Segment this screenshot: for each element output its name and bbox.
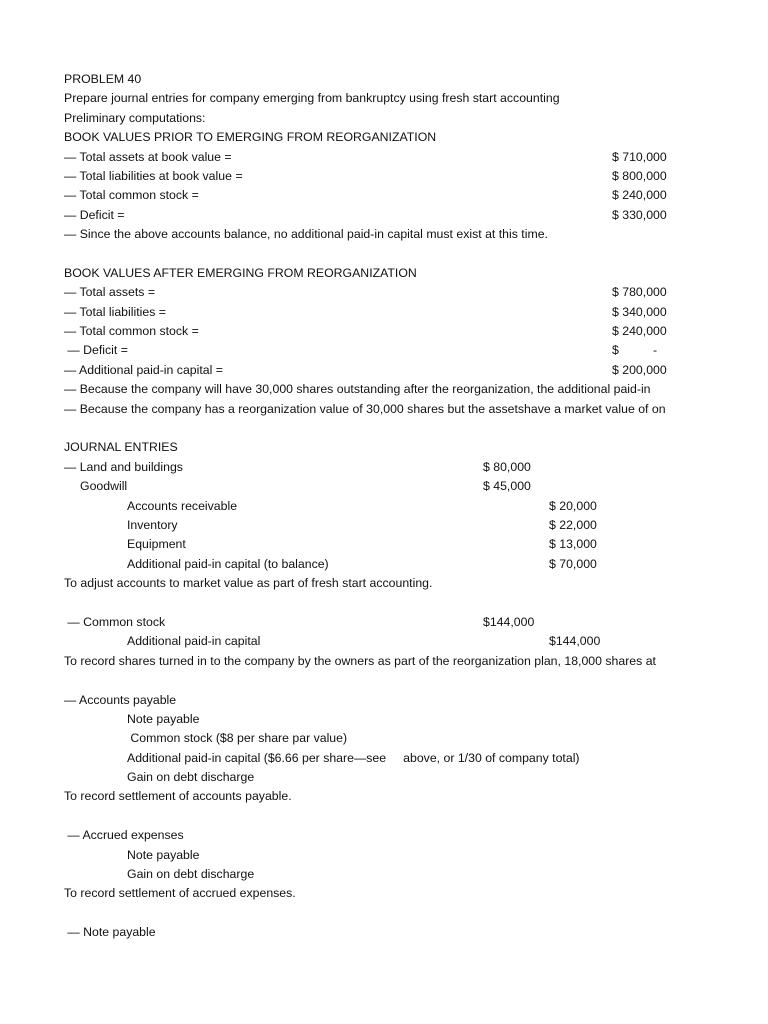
after-heading: BOOK VALUES AFTER EMERGING FROM REORGANIZATION <box>64 265 417 280</box>
journal-debit-line: — Accrued expenses <box>64 828 184 843</box>
prior-item: — Total common stock = $ 240,000 <box>64 186 673 205</box>
credit-amount: $ 70,000 <box>549 556 597 571</box>
journal-credit-line: Accounts receivable $ 20,000 <box>64 497 673 516</box>
blank-line <box>64 419 673 438</box>
journal-credit-line: Additional paid-in capital $144,000 <box>64 632 673 651</box>
journal-credit-line: Equipment $ 13,000 <box>64 535 673 554</box>
after-note: — Because the company will have 30,000 shares outstanding after the reorganization, the additional paid-in <box>64 382 651 397</box>
blank-line <box>64 245 673 264</box>
prior-item: — Total liabilities at book value = $ 800,000 <box>64 167 673 186</box>
debit-amount: $ 80,000 <box>483 459 531 474</box>
after-item: — Additional paid-in capital = $ 200,000 <box>64 361 673 380</box>
debit-amount: $144,000 <box>483 614 535 629</box>
journal-debit-line: — Accounts payable <box>64 692 177 707</box>
journal-credit-line: Additional paid-in capital (to balance) $ 70,000 <box>64 555 673 574</box>
amount: $ 240,000 <box>612 188 667 203</box>
after-item: — Total assets = $ 780,000 <box>64 283 673 302</box>
journal-memo: To record shares turned in to the company by the owners as part of the reorganization plan, 18,000 shares at <box>64 653 656 668</box>
prior-item: — Total assets at book value = $ 710,000 <box>64 148 673 167</box>
journal-debit-line: — Land and buildings $ 80,000 <box>64 458 673 477</box>
journal-credit-line: Additional paid-in capital ($6.66 per share—see above, or 1/30 of company total) <box>127 750 580 765</box>
after-item: — Total liabilities = $ 340,000 <box>64 303 673 322</box>
after-item: — Total common stock = $ 240,000 <box>64 322 673 341</box>
journal-credit-line: Note payable <box>127 847 200 862</box>
blank-line <box>64 807 673 826</box>
journal-debit-line: Goodwill $ 45,000 <box>64 477 673 496</box>
journal-heading: JOURNAL ENTRIES <box>64 440 178 455</box>
problem-title: PROBLEM 40 <box>64 72 142 86</box>
amount: $ 340,000 <box>612 304 667 319</box>
debit-amount: $ 45,000 <box>483 479 531 494</box>
amount: $ 800,000 <box>612 168 667 183</box>
prior-note: — Since the above accounts balance, no additional paid-in capital must exist at this time. <box>64 227 548 242</box>
amount: $ 200,000 <box>612 362 667 377</box>
preliminary-label: Preliminary computations: <box>64 110 206 125</box>
prior-heading: BOOK VALUES PRIOR TO EMERGING FROM REORGANIZATION <box>64 130 437 145</box>
prior-item: — Deficit = $ 330,000 <box>64 206 673 225</box>
credit-amount: $ 22,000 <box>549 517 597 532</box>
credit-amount: $ 13,000 <box>549 537 597 552</box>
blank-line <box>64 904 673 923</box>
journal-credit-line: Common stock ($8 per share par value) <box>127 731 348 746</box>
credit-amount: $144,000 <box>549 634 601 649</box>
after-note: — Because the company has a reorganization value of 30,000 shares but the assetshave a market value of on <box>64 401 666 416</box>
amount: $ 330,000 <box>612 207 667 222</box>
journal-memo: To record settlement of accrued expenses. <box>64 886 296 901</box>
after-item: — Deficit = $ - <box>64 341 673 360</box>
instruction-line: Prepare journal entries for company emerging from bankruptcy using fresh start accounting <box>64 91 560 106</box>
document-page <box>64 70 673 970</box>
journal-credit-line: Inventory $ 22,000 <box>64 516 673 535</box>
blank-line <box>64 671 673 690</box>
journal-memo: To adjust accounts to market value as part of fresh start accounting. <box>64 576 433 591</box>
amount: $ 240,000 <box>612 324 667 339</box>
journal-memo: To record settlement of accounts payable. <box>64 789 292 804</box>
journal-credit-line: Note payable <box>127 711 200 726</box>
credit-amount: $ 20,000 <box>549 498 597 513</box>
journal-credit-line: Gain on debt discharge <box>127 770 255 785</box>
journal-debit-line: — Common stock $144,000 <box>64 613 673 632</box>
blank-line <box>64 594 673 613</box>
amount: $ 780,000 <box>612 285 667 300</box>
amount: $ 710,000 <box>612 149 667 164</box>
amount: $ - <box>612 343 658 358</box>
journal-debit-line: — Note payable <box>64 925 156 940</box>
journal-credit-line: Gain on debt discharge <box>127 867 255 882</box>
